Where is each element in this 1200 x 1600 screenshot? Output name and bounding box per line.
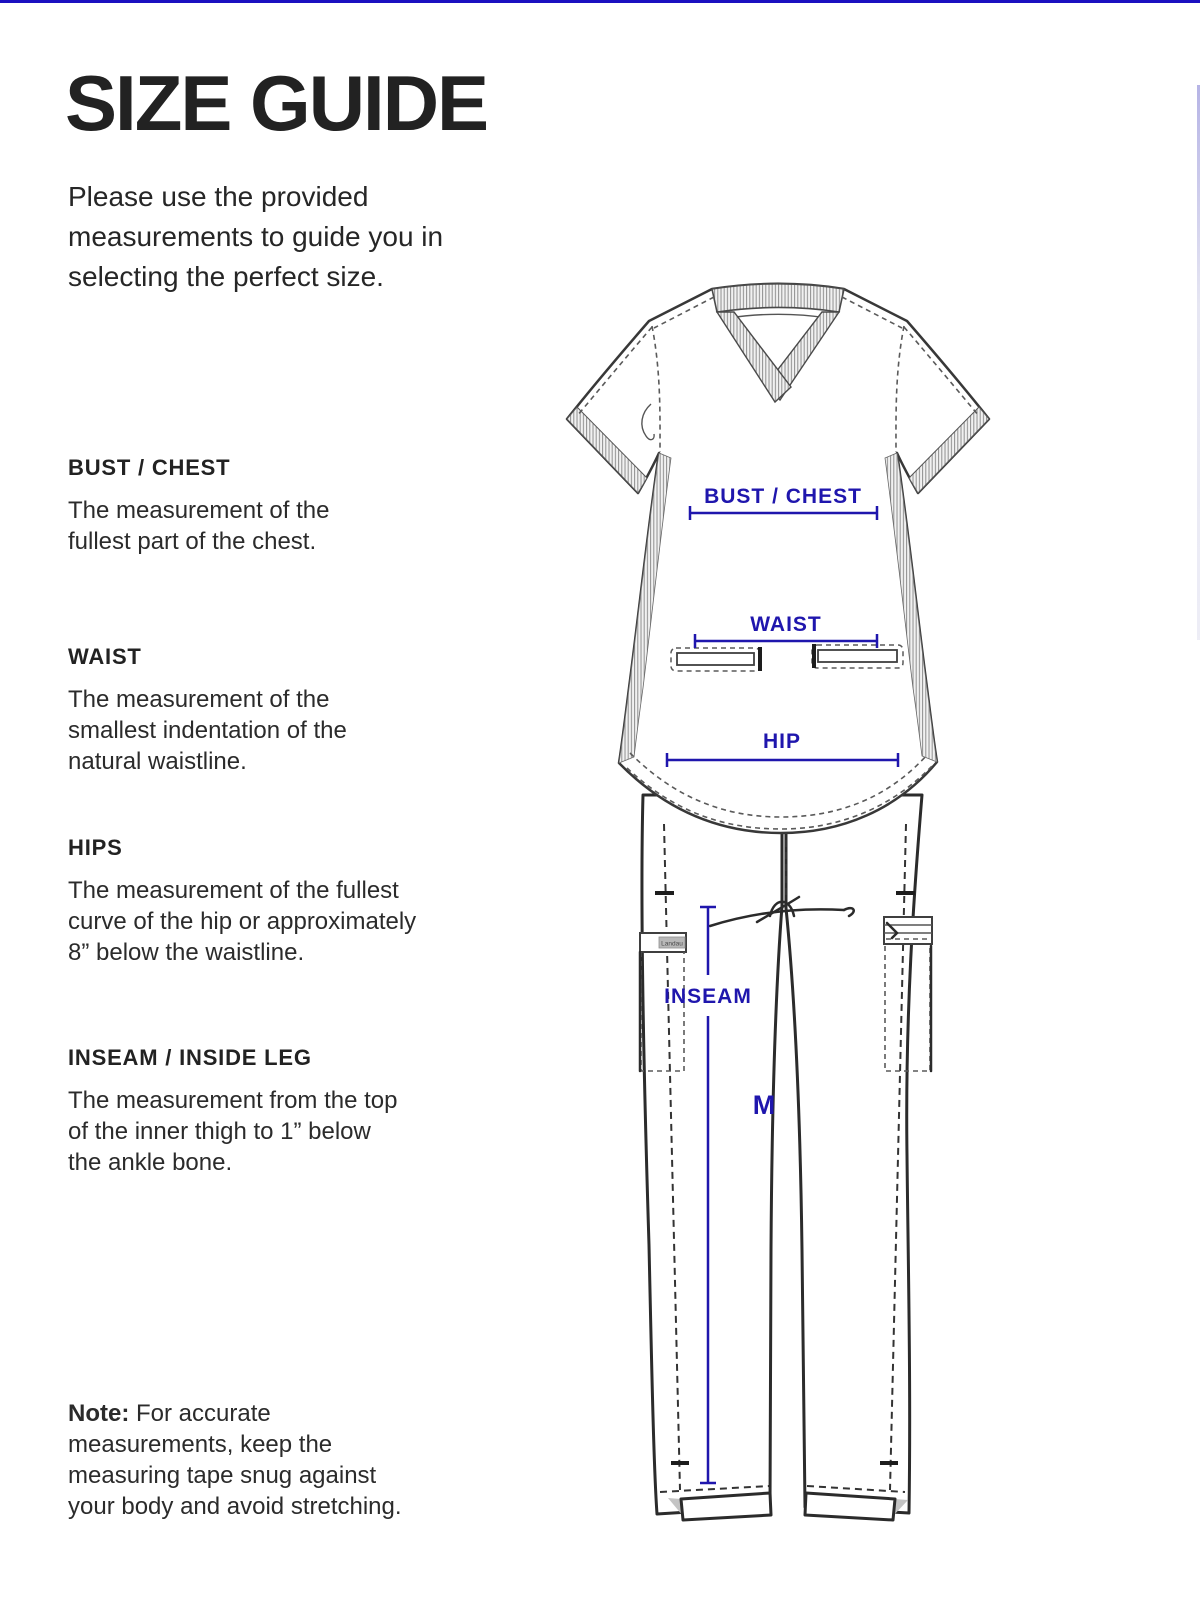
page-title: SIZE GUIDE	[65, 59, 488, 147]
section-body-line: 8” below the waistline.	[68, 939, 305, 966]
bust-chest-label: BUST / CHEST	[704, 485, 862, 508]
pants-left-leg	[642, 795, 782, 1514]
measurement-note	[68, 1398, 402, 1522]
waist-label: WAIST	[750, 613, 822, 636]
section-waist	[68, 644, 528, 777]
brand-tag-text: Landau	[661, 940, 683, 948]
section-body-line: natural waistline.	[68, 748, 247, 775]
section-hips	[68, 835, 528, 968]
note-line: your body and avoid stretching.	[68, 1493, 402, 1520]
hem-flap	[805, 1493, 895, 1520]
section-heading: HIPS	[68, 835, 123, 860]
size-letter: M	[752, 1090, 776, 1120]
intro-text	[68, 177, 443, 297]
note-line-rest: For accurate	[136, 1400, 271, 1427]
inseam-label: INSEAM	[664, 985, 752, 1008]
intro-line: measurements to guide you in	[68, 221, 444, 252]
hem-flap	[681, 1493, 771, 1520]
section-bust-chest	[68, 455, 528, 557]
section-body-line: The measurement of the fullest	[68, 877, 399, 904]
scrub-pants	[640, 795, 932, 1520]
section-body-line: The measurement of the	[68, 686, 330, 713]
intro-line: selecting the perfect size.	[68, 261, 384, 292]
section-body-line: the ankle bone.	[68, 1149, 233, 1176]
section-body-line: fullest part of the chest.	[68, 528, 317, 555]
top-accent-border	[0, 0, 1200, 3]
note-line: measuring tape snug against	[68, 1462, 377, 1489]
note-line: measurements, keep the	[68, 1431, 333, 1458]
section-heading: INSEAM / INSIDE LEG	[68, 1045, 312, 1070]
note-line	[68, 1398, 402, 1429]
section-body-line: of the inner thigh to 1” below	[68, 1118, 371, 1145]
section-body-line: The measurement of the	[68, 497, 330, 524]
section-body-line: curve of the hip or approximately	[68, 908, 417, 935]
section-heading: BUST / CHEST	[68, 455, 231, 480]
pants-right-leg	[786, 795, 922, 1513]
hip-label: HIP	[762, 730, 802, 753]
scrubs-measurement-diagram	[520, 270, 1020, 1600]
intro-line: Please use the provided	[68, 181, 369, 212]
section-heading: WAIST	[68, 644, 142, 669]
section-body-line: The measurement from the top	[68, 1087, 398, 1114]
section-inseam	[68, 1045, 528, 1178]
note-label: Note:	[68, 1400, 130, 1427]
section-body-line: smallest indentation of the	[68, 717, 347, 744]
